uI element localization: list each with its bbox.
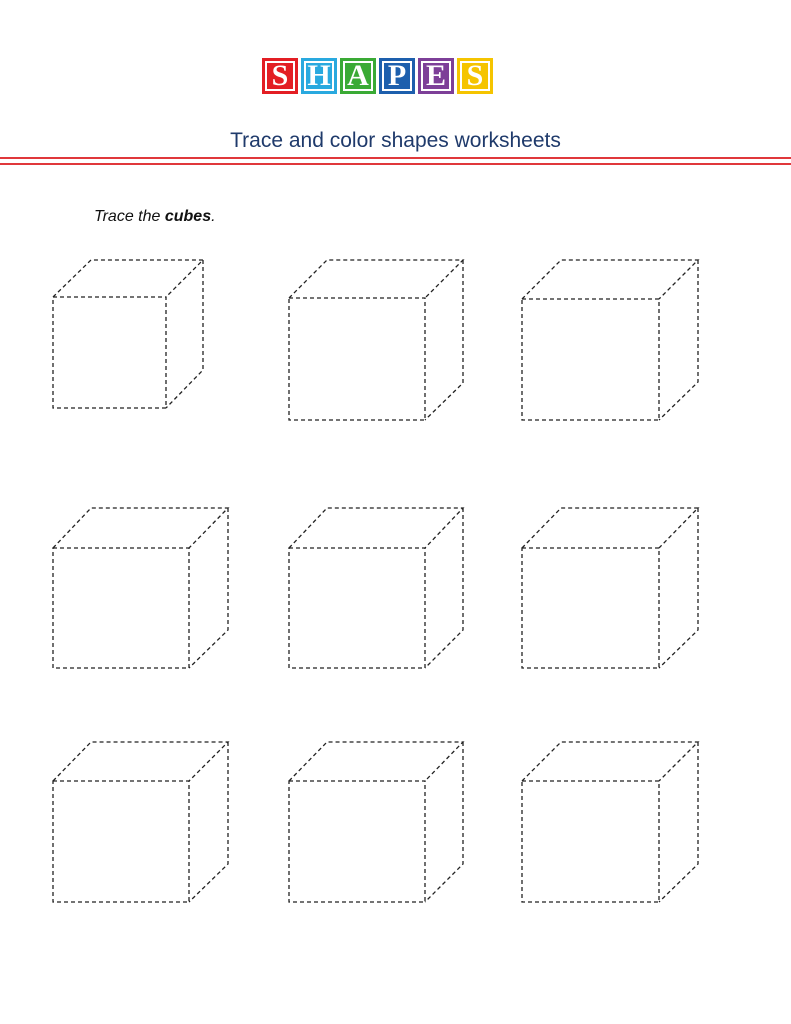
dashed-cube [289,742,463,902]
logo-letter: S [466,59,484,92]
worksheet-subtitle: Trace and color shapes worksheets [230,129,561,152]
dashed-cube [53,260,203,408]
logo-letter: A [347,59,369,92]
dashed-cube [522,508,698,668]
logo-letter: H [307,59,331,92]
dashed-cube [289,260,463,420]
instruction-emphasis: cubes [164,208,212,225]
dashed-cube [522,260,698,420]
dashed-cube [53,742,228,902]
dashed-cube [53,508,228,668]
instruction-prefix: Trace the [94,208,165,225]
logo-letter: P [387,59,407,92]
logo-letter: S [271,59,289,92]
logo-letter: E [425,59,446,92]
instruction-suffix: . [211,208,216,225]
dashed-cube [289,508,463,668]
dashed-cube [522,742,698,902]
